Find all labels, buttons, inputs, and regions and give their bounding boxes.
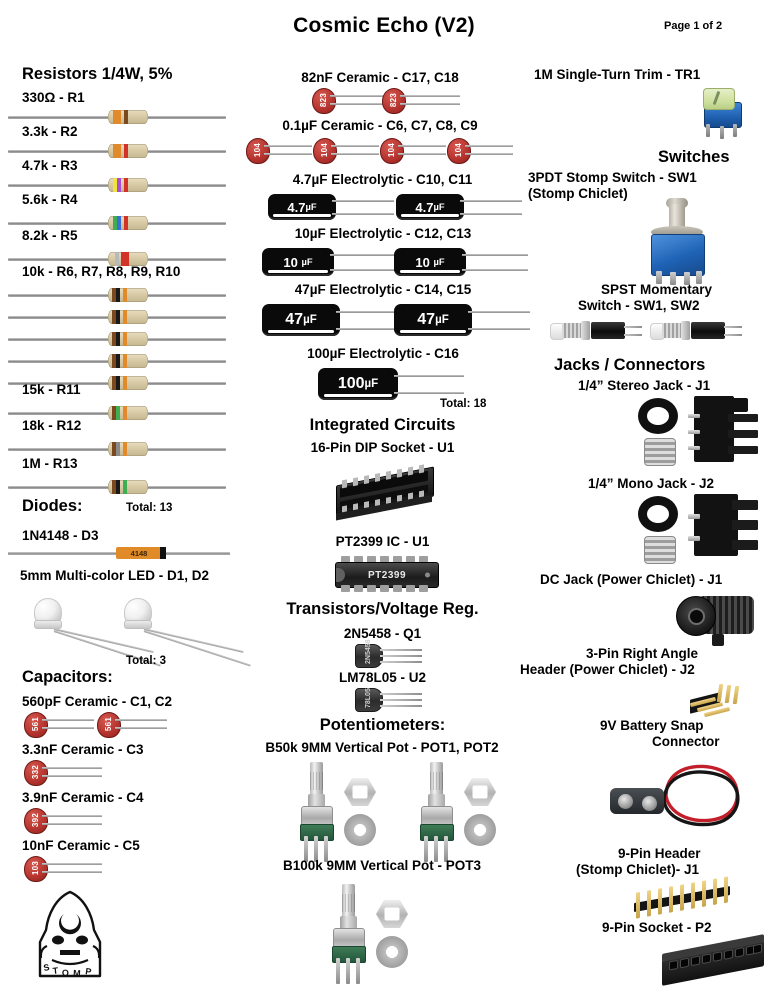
pot-hardware-3 (372, 900, 418, 980)
cap-unit: µF (364, 378, 379, 390)
stomp-wizard-logo (20, 888, 120, 993)
resistor-label-8k2: 8.2k - R5 (22, 228, 78, 243)
resistors-total: Total: 13 (126, 502, 173, 514)
ceramic-cap-code: 823 (388, 92, 398, 108)
momentary-switch-image-1 (550, 316, 646, 346)
resistor-label-10k: 10k - R6, R7, R8, R9, R10 (22, 264, 181, 279)
resistor-image-1m (8, 478, 226, 496)
cap-label-3n9: 3.9nF Ceramic - C4 (22, 790, 144, 805)
ceramic-cap-image-103 (24, 856, 99, 882)
diode-label-1n4148: 1N4148 - D3 (22, 528, 99, 543)
electrolytic-cap-image-100u (318, 368, 478, 402)
transistors-heading: Transistors/Voltage Reg. (286, 600, 479, 618)
mono-jack-label: 1/4” Mono Jack - J2 (588, 476, 715, 491)
ceramic-cap-image-823 (382, 88, 462, 114)
ic-image-pt2399 (333, 556, 439, 596)
ceramic-cap-image-104 (380, 138, 450, 164)
cap-label-47u: 47µF Electrolytic - C14, C15 (294, 282, 472, 297)
electrolytic-cap-image-47u (262, 304, 402, 338)
diodes-heading: Diodes: (22, 497, 83, 515)
cap-unit: µF (305, 202, 317, 212)
regulator-label-lm78l05: LM78L05 - U2 (338, 670, 427, 685)
battery-label-line2: Connector (652, 734, 720, 749)
battery-label-line1: 9V Battery Snap (600, 718, 704, 733)
electrolytic-cap-image-10u (394, 248, 534, 278)
spst-label-line2: Switch - SW1, SW2 (578, 298, 700, 313)
cap-label-4u7: 4.7µF Electrolytic - C10, C11 (292, 172, 473, 187)
cap-label-10n: 10nF Ceramic - C5 (22, 838, 140, 853)
resistor-label-4k7: 4.7k - R3 (22, 158, 78, 173)
header3-label-line1: 3-Pin Right Angle (586, 646, 698, 661)
potentiometers-heading: Potentiometers: (319, 716, 446, 734)
transistor-label-2n5458: 2N5458 - Q1 (343, 626, 422, 641)
pot-hardware-2 (460, 778, 506, 858)
resistor-image-10k (8, 286, 226, 304)
electrolytic-cap-image-10u (262, 248, 402, 278)
battery-snap-image (604, 756, 754, 838)
cap-label-560pf: 560pF Ceramic - C1, C2 (22, 694, 173, 709)
pot-hardware-1 (340, 778, 386, 858)
cap-unit: µF (301, 257, 313, 267)
diode-image-1n4148 (8, 546, 230, 560)
header-9pin-image (620, 882, 750, 916)
stomp-switch-label-line2: (Stomp Chiclet) (528, 186, 628, 201)
cap-label-0u1: 0.1µF Ceramic - C6, C7, C8, C9 (282, 118, 478, 133)
switches-heading: Switches (658, 148, 730, 166)
cap-unit: µF (433, 202, 445, 212)
led-label: 5mm Multi-color LED - D1, D2 (20, 568, 210, 583)
trimpot-image (700, 96, 750, 142)
header3-label-line2: Header (Power Chiclet) - J2 (520, 662, 695, 677)
page-indicator: Page 1 of 2 (664, 20, 723, 32)
resistor-image-10k (8, 308, 226, 326)
svg-text:O: O (61, 967, 70, 978)
pot-label-b100k: B100k 9MM Vertical Pot - POT3 (282, 858, 482, 873)
trim-label-1m: 1M Single-Turn Trim - TR1 (534, 67, 701, 82)
transistor-image-2n5458 (355, 639, 435, 668)
cap-unit: µF (303, 314, 317, 326)
ceramic-cap-image-561 (24, 712, 99, 738)
stomp-switch-label-line1: 3PDT Stomp Switch - SW1 (528, 170, 697, 185)
socket-9pin-image (654, 940, 768, 986)
ceramic-cap-code: 332 (30, 764, 40, 780)
cap-value: 47 (417, 311, 436, 328)
regulator-image-78l05 (355, 688, 435, 712)
resistor-label-5k6: 5.6k - R4 (22, 192, 78, 207)
electrolytic-cap-image-4u7 (396, 194, 526, 222)
cap-value: 10 (415, 254, 430, 270)
socket9-label: 9-Pin Socket - P2 (602, 920, 712, 935)
ceramic-cap-code: 104 (453, 142, 463, 158)
dc-jack-label: DC Jack (Power Chiclet) - J1 (540, 572, 723, 587)
ic-marking: PT2399 (367, 569, 407, 581)
jacks-heading: Jacks / Connectors (554, 356, 706, 374)
resistor-image-10k (8, 352, 226, 370)
ceramic-cap-image-392 (24, 808, 99, 834)
ic-pin1-dot-icon (425, 573, 430, 578)
svg-text:S: S (42, 962, 51, 973)
transistor-marking: 2N5458 (365, 639, 372, 664)
cap-label-100u: 100µF Electrolytic - C16 (307, 346, 459, 361)
stereo-jack-image (632, 396, 762, 470)
resistors-heading: Resistors 1/4W, 5% (22, 65, 173, 83)
header-3pin-image (672, 684, 752, 716)
ceramic-cap-code: 104 (386, 142, 396, 158)
ic-label-pt2399: PT2399 IC - U1 (335, 534, 430, 549)
ceramic-cap-image-104 (447, 138, 517, 164)
cap-value: 47 (285, 311, 304, 328)
stereo-jack-label: 1/4” Stereo Jack - J1 (578, 378, 711, 393)
stomp-switch-image (648, 198, 728, 278)
ceramic-cap-image-104 (246, 138, 316, 164)
diode-marking: 4148 (116, 547, 162, 559)
pot-label-b50k: B50k 9MM Vertical Pot - POT1, POT2 (265, 740, 499, 755)
ic-notch-icon (336, 568, 345, 582)
ceramic-cap-image-561 (97, 712, 172, 738)
spst-label-line1: SPST Momentary (601, 282, 713, 297)
ceramic-cap-code: 823 (318, 92, 328, 108)
electrolytic-cap-image-47u (394, 304, 534, 338)
capacitors-total: Total: 18 (440, 398, 487, 410)
capacitors-heading: Capacitors: (22, 668, 113, 686)
dip-socket-label: 16-Pin DIP Socket - U1 (310, 440, 455, 455)
resistor-label-18k: 18k - R12 (22, 418, 82, 433)
cap-label-3n3: 3.3nF Ceramic - C3 (22, 742, 144, 757)
svg-text:M: M (72, 968, 81, 979)
ceramic-cap-image-104 (313, 138, 383, 164)
electrolytic-cap-image-4u7 (268, 194, 398, 222)
ceramic-cap-code: 104 (319, 142, 329, 158)
dc-jack-image (672, 592, 762, 646)
ceramic-cap-code: 561 (30, 716, 40, 732)
ceramic-cap-code: 104 (252, 142, 262, 158)
ceramic-cap-code: 392 (30, 812, 40, 828)
resistor-image-10k (8, 330, 226, 348)
ceramic-cap-code: 561 (103, 716, 113, 732)
svg-text:P: P (84, 966, 93, 977)
ceramic-cap-image-823 (312, 88, 392, 114)
resistor-label-1m: 1M - R13 (22, 456, 78, 471)
cap-unit: µF (435, 314, 449, 326)
integrated-circuits-heading: Integrated Circuits (309, 416, 456, 434)
ceramic-cap-code: 103 (30, 860, 40, 876)
regulator-marking: 78L05 (365, 688, 372, 708)
resistor-label-3k3: 3.3k - R2 (22, 124, 78, 139)
cap-value: 100 (337, 375, 365, 392)
diodes-total: Total: 3 (126, 655, 167, 667)
svg-text:T: T (52, 965, 59, 976)
mono-jack-image (632, 494, 762, 564)
resistor-label-330r: 330Ω - R1 (22, 90, 85, 105)
page-title: Cosmic Echo (V2) (293, 14, 475, 37)
cap-label-82nf: 82nF Ceramic - C17, C18 (301, 70, 459, 85)
cap-label-10u: 10µF Electrolytic - C12, C13 (294, 226, 472, 241)
cap-value: 4.7 (415, 199, 434, 215)
header9-label-line1: 9-Pin Header (618, 846, 701, 861)
resistor-label-15k: 15k - R11 (22, 382, 81, 397)
dip-socket-image (330, 462, 440, 522)
cap-value: 10 (283, 254, 298, 270)
cap-unit: µF (433, 257, 445, 267)
cap-value: 4.7 (287, 199, 306, 215)
header9-label-line2: (Stomp Chiclet)- J1 (576, 862, 700, 877)
momentary-switch-image-2 (650, 316, 746, 346)
ceramic-cap-image-332 (24, 760, 99, 786)
